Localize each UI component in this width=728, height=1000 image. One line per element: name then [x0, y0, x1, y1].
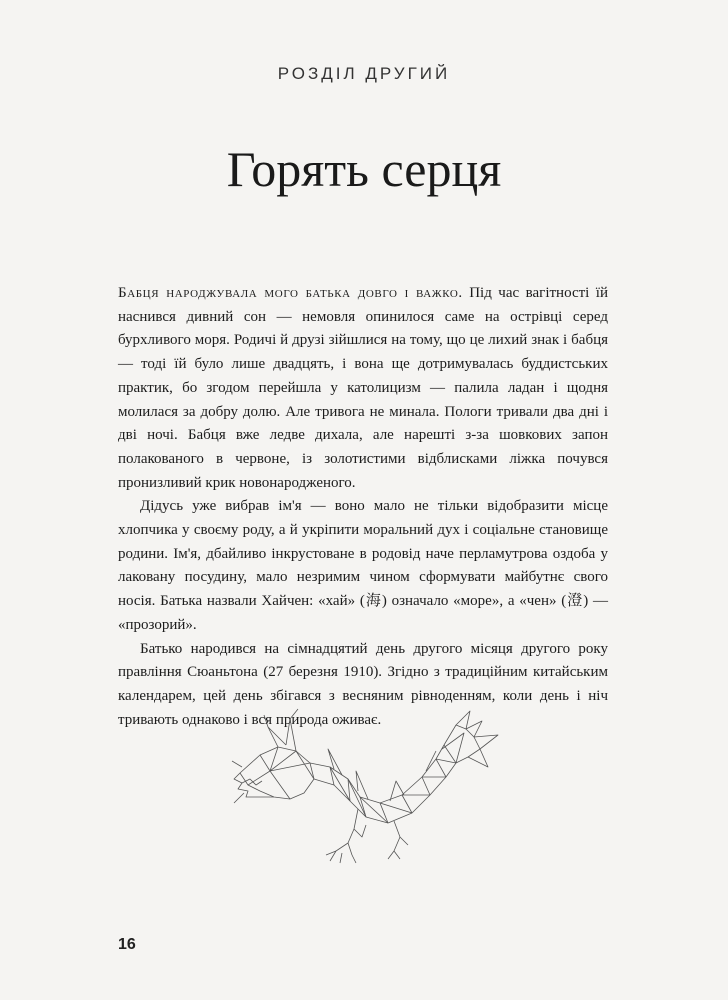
page-number: 16: [118, 936, 136, 953]
dragon-illustration-icon: [230, 705, 505, 865]
paragraph-1-text: Під час вагітності їй наснився дивний сон — немовля опинилося саме на острівці серед бурхливого моря. Родичі й друзі зійшлися на тому, що це лихий знак і бабця — тоді їй було лише двадцять, і вона ще дотримувалась буддистських практик, бо згодом перейшла у католицизм — палила ладан і щодня молилася за добру долю. Але тривога не минала. Пологи тривали два дні і дві ночі. Бабця вже ледве дихала, але нарешті з-за шовкових запон полакованого в червоне, із золотистими відблисками ліжка почувся пронизливий крик новонародженого.: [118, 285, 608, 491]
paragraph-2: Дідусь уже вибрав ім'я — воно мало не тільки відобразити місце хлопчика у своєму роду, а й укріпити моральний дух і соціальне становище родини. Ім'я, дбайливо інкрустоване в родовід наче перламутрова оздоба у лаковану посудину, мало незримим чином сформувати майбутнє свого носія. Батька назвали Хайчен: «хай» (海) означало «море», а «чен» (澄) — «прозорий».: [118, 498, 608, 633]
chapter-label: РОЗДІЛ ДРУГИЙ: [277, 64, 451, 83]
chapter-title: Горять серця: [226, 141, 502, 197]
body-text: [118, 282, 608, 732]
paragraph-3: Батько народився на сімнадцятий день другого місяця другого року правління Сюаньтона (27 березня 1910). Згідно з традиційним китайським календарем, цей день збігався з весняним рівноденням, коли день і ніч тривають однаково і вся природа оживає.: [118, 640, 608, 728]
paragraph-1: [118, 282, 608, 495]
paragraph-lead: Бабця народжувала мого батька довго і важко.: [118, 285, 463, 301]
